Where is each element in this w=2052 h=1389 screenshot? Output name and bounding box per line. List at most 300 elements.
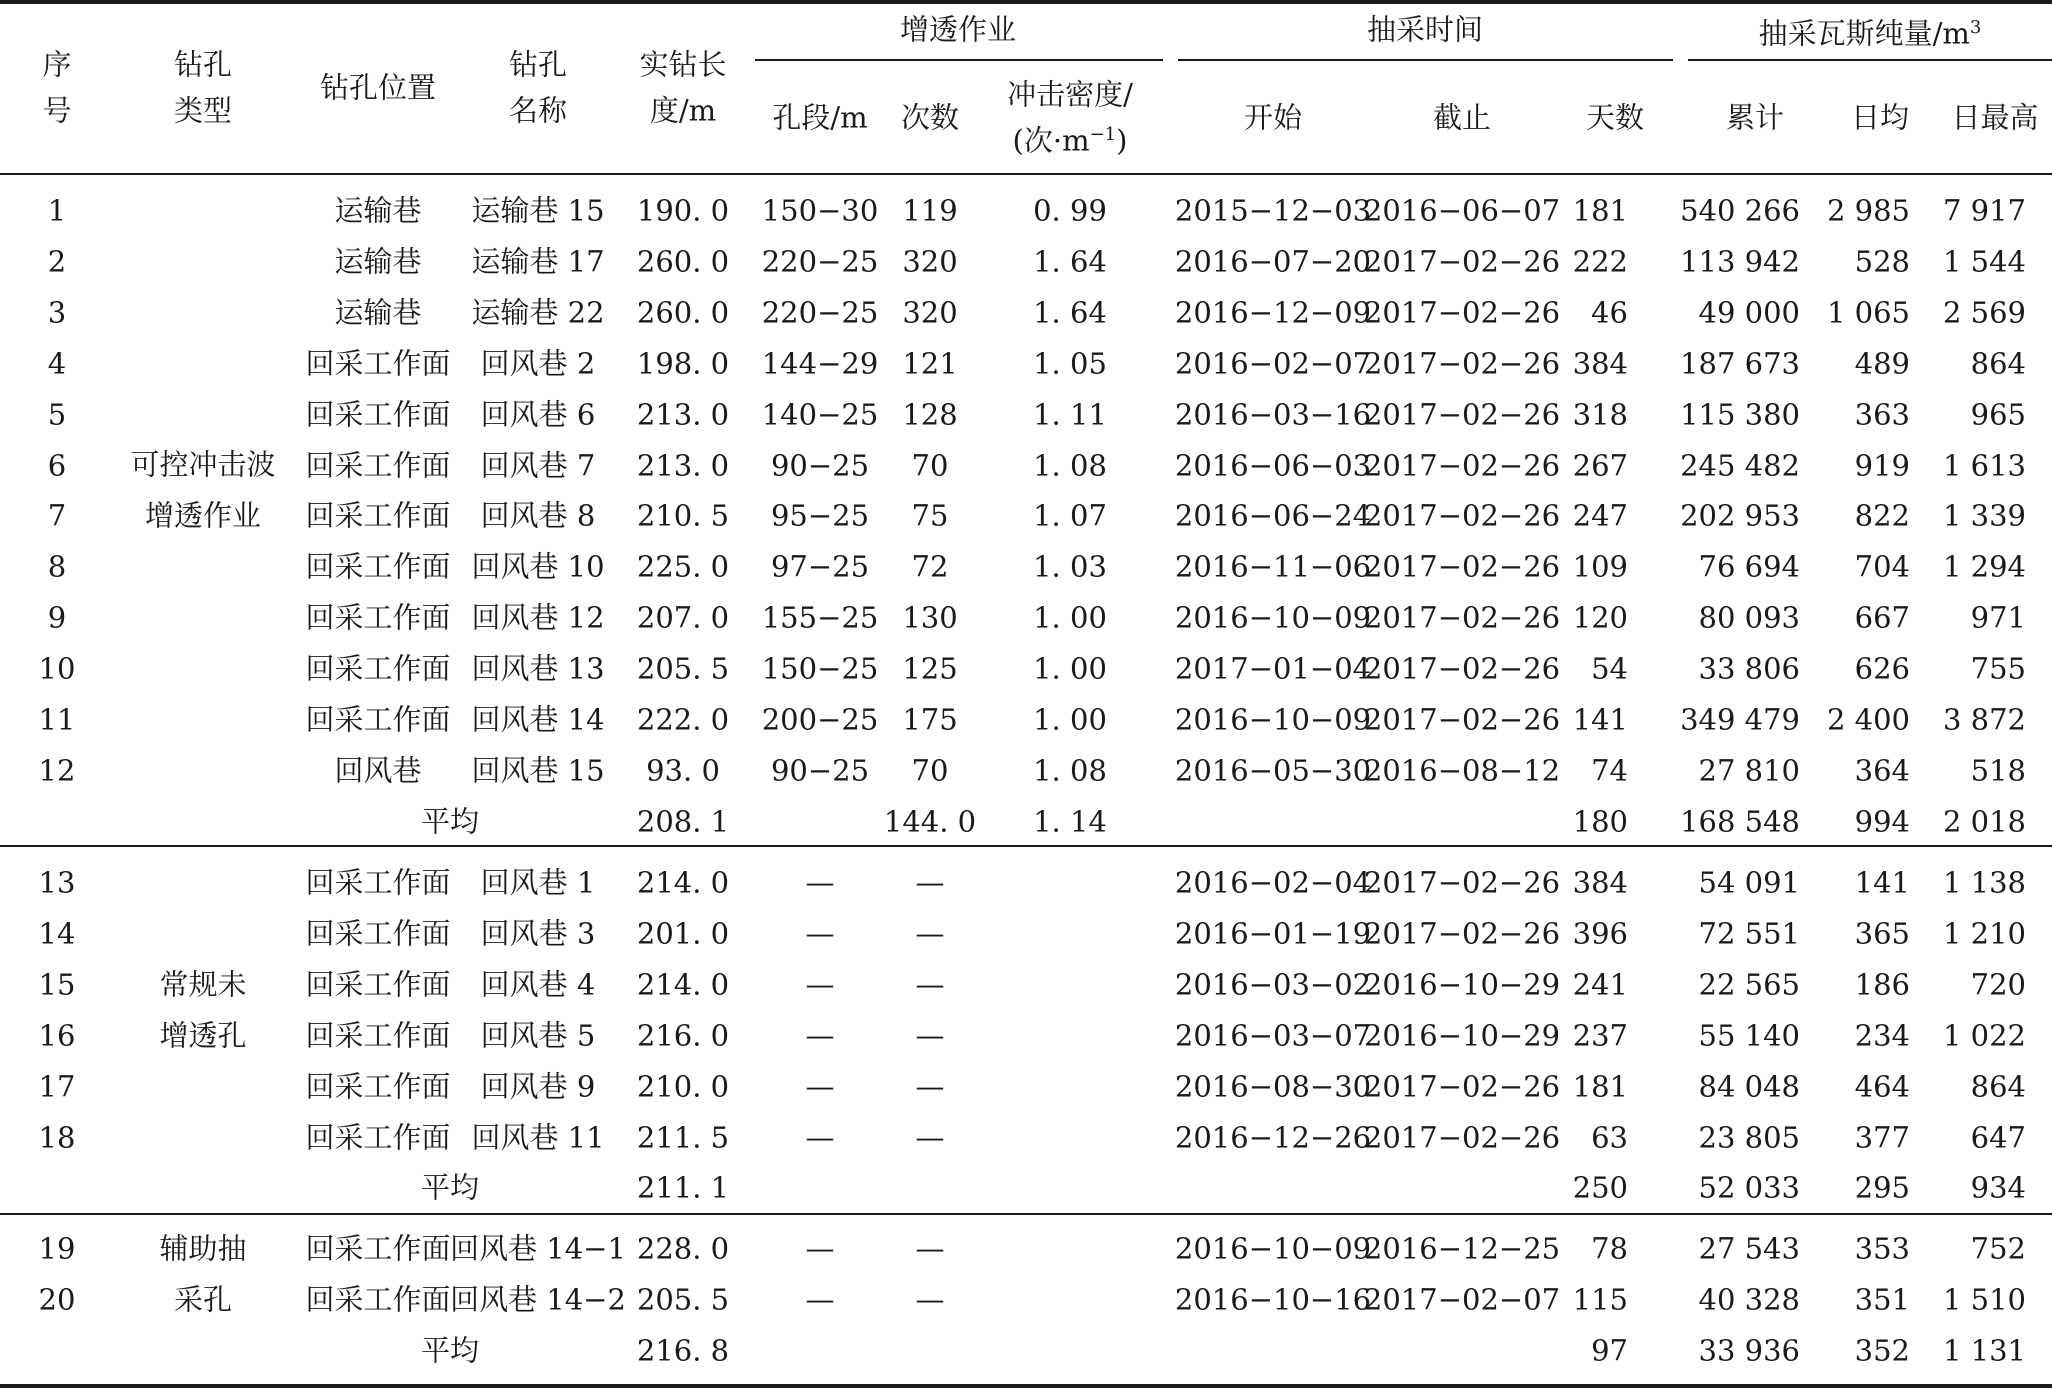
cell-end: 2017−02−26 <box>1363 865 1561 900</box>
cell-length: 214. 0 <box>636 865 730 900</box>
cell-total: 54 091 <box>1698 865 1800 900</box>
cell-density: 1. 08 <box>1033 753 1107 788</box>
row-seq: 20 <box>38 1282 76 1317</box>
cell-daily-max: 1 510 <box>1942 1282 2026 1317</box>
group1-bottom-rule <box>0 845 2052 847</box>
row-seq: 14 <box>38 916 76 951</box>
header-seq-line1: 序 <box>42 47 72 82</box>
cell-density: 1. 03 <box>1033 549 1107 584</box>
cell-total: 540 266 <box>1680 193 1800 228</box>
cell-segment: — <box>805 865 835 900</box>
row-seq: 19 <box>38 1231 76 1266</box>
cell-total: 245 482 <box>1680 448 1800 482</box>
group-type-label: 可控冲击波 <box>130 447 276 482</box>
cell-count: — <box>915 865 945 900</box>
header-length-line1: 实钻长 <box>639 47 727 82</box>
cell-start: 2016−03−02 <box>1174 967 1372 1002</box>
cell-density: 1. 07 <box>1033 498 1107 533</box>
cell-daily-avg: 234 <box>1854 1018 1910 1053</box>
avg-total: 168 548 <box>1680 804 1800 839</box>
cell-position: 回采工作面 <box>305 1231 451 1266</box>
cell-days: 115 <box>1572 1282 1628 1317</box>
cell-start: 2016−10−09 <box>1174 600 1372 635</box>
cell-days: 384 <box>1572 865 1628 900</box>
header-daily-max: 日最高 <box>1951 100 2039 135</box>
cell-days: 46 <box>1591 295 1628 330</box>
cell-daily-avg: 141 <box>1854 865 1910 900</box>
cell-start: 2017−01−04 <box>1174 651 1372 686</box>
cell-days: 74 <box>1591 753 1628 788</box>
cell-end: 2017−02−26 <box>1363 397 1561 432</box>
cell-count: — <box>915 1120 945 1154</box>
cell-total: 27 543 <box>1698 1231 1800 1266</box>
avg-daily-avg: 295 <box>1854 1170 1910 1205</box>
avg-length: 208. 1 <box>636 804 730 839</box>
cell-total: 55 140 <box>1698 1018 1800 1053</box>
cell-count: 119 <box>902 193 958 228</box>
header-seq <box>42 42 71 135</box>
row-seq: 8 <box>47 549 67 584</box>
cell-count: 70 <box>911 753 949 788</box>
cell-end: 2016−12−25 <box>1363 1231 1561 1266</box>
cell-density: 0. 99 <box>1033 193 1107 228</box>
cell-length: 211. 5 <box>636 1120 730 1154</box>
cell-daily-max: 2 569 <box>1942 295 2026 330</box>
cell-start: 2016−02−04 <box>1174 865 1372 900</box>
cell-daily-avg: 351 <box>1854 1282 1910 1317</box>
avg-daily-max: 1 131 <box>1942 1333 2026 1368</box>
header-name-line2: 名称 <box>508 94 568 128</box>
cell-segment: 220−25 <box>761 295 879 330</box>
row-seq: 12 <box>38 753 76 788</box>
header-density <box>1007 72 1133 165</box>
cell-name: 回风巷 13 <box>471 651 605 686</box>
row-seq: 5 <box>47 397 67 432</box>
group-type-label: 增透孔 <box>159 1018 247 1053</box>
cell-start: 2016−05−30 <box>1174 753 1372 788</box>
row-seq: 1 <box>47 193 67 228</box>
avg-length: 216. 8 <box>636 1333 730 1368</box>
row-seq: 18 <box>38 1120 76 1154</box>
cell-days: 241 <box>1572 967 1628 1002</box>
row-seq: 4 <box>47 346 67 381</box>
cell-daily-max: 864 <box>1970 1069 2026 1104</box>
cell-length: 222. 0 <box>636 702 730 737</box>
cell-days: 384 <box>1572 346 1628 381</box>
header-gas-sup: 3 <box>1969 16 1982 38</box>
row-seq: 15 <box>38 967 76 1002</box>
cell-total: 33 806 <box>1698 651 1800 686</box>
cell-length: 216. 0 <box>636 1018 730 1053</box>
cell-length: 210. 0 <box>636 1069 730 1104</box>
cell-name: 回风巷 5 <box>480 1018 596 1053</box>
cell-position: 运输巷 <box>334 244 422 279</box>
cell-length: 260. 0 <box>636 295 730 330</box>
cell-position: 回采工作面 <box>305 397 451 432</box>
cell-end: 2017−02−26 <box>1363 916 1561 951</box>
cell-start: 2016−10−09 <box>1174 702 1372 737</box>
cell-density: 1. 11 <box>1033 397 1107 432</box>
cell-segment: — <box>805 916 835 951</box>
avg-label: 平均 <box>420 1333 480 1368</box>
cell-end: 2017−02−26 <box>1363 346 1561 381</box>
header-type <box>174 42 232 135</box>
cell-name: 回风巷 11 <box>471 1120 605 1154</box>
cell-total: 49 000 <box>1698 295 1800 330</box>
cell-daily-avg: 365 <box>1854 916 1910 951</box>
cell-start: 2016−10−16 <box>1174 1282 1372 1317</box>
cell-total: 80 093 <box>1698 600 1800 635</box>
cell-segment: 220−25 <box>761 244 879 279</box>
row-seq: 9 <box>47 600 67 635</box>
cell-segment: — <box>805 1231 835 1266</box>
header-time-group: 抽采时间 <box>1366 12 1484 47</box>
cell-start: 2016−03−16 <box>1174 397 1372 432</box>
cell-daily-max: 965 <box>1970 397 2026 432</box>
cell-daily-avg: 528 <box>1854 244 1910 279</box>
cell-segment: 155−25 <box>761 600 879 635</box>
cell-position: 回采工作面 <box>305 549 451 584</box>
cell-count: 320 <box>902 244 958 279</box>
cell-segment: 95−25 <box>770 498 870 533</box>
header-density-close: ) <box>1116 124 1128 158</box>
cell-count: 75 <box>911 498 949 533</box>
cell-count: — <box>915 1069 945 1104</box>
cell-days: 247 <box>1572 498 1628 533</box>
cell-daily-max: 647 <box>1970 1120 2026 1154</box>
header-density-unit: (次·m <box>1012 124 1090 158</box>
cell-length: 210. 5 <box>636 498 730 533</box>
cell-start: 2016−03−07 <box>1174 1018 1372 1053</box>
group2-bottom-rule <box>0 1213 2052 1215</box>
cell-total: 40 328 <box>1698 1282 1800 1317</box>
cell-name: 回风巷 3 <box>480 916 596 951</box>
cell-daily-max: 518 <box>1970 753 2026 788</box>
cell-segment: 97−25 <box>770 549 870 584</box>
cell-length: 228. 0 <box>636 1231 730 1266</box>
cell-position: 运输巷 <box>334 295 422 330</box>
header-permeability-group: 增透作业 <box>899 12 1017 47</box>
row-seq: 6 <box>47 448 67 482</box>
header-density-sup: −1 <box>1089 124 1117 146</box>
avg-daily-avg: 994 <box>1854 804 1910 839</box>
cell-count: — <box>915 1231 945 1266</box>
cell-count: 121 <box>902 346 958 381</box>
cell-end: 2017−02−26 <box>1363 651 1561 686</box>
cell-count: 72 <box>911 549 949 584</box>
cell-segment: — <box>805 967 835 1002</box>
avg-length: 211. 1 <box>636 1170 730 1205</box>
cell-days: 120 <box>1572 600 1628 635</box>
cell-name: 回风巷 10 <box>471 549 605 584</box>
avg-days: 97 <box>1591 1333 1628 1368</box>
row-seq: 17 <box>38 1069 76 1104</box>
cell-density: 1. 64 <box>1033 295 1107 330</box>
avg-count: 144. 0 <box>883 804 977 839</box>
cell-end: 2017−02−26 <box>1363 1069 1561 1104</box>
cell-name: 运输巷 15 <box>471 193 605 228</box>
cell-total: 187 673 <box>1680 346 1800 381</box>
cell-total: 76 694 <box>1698 549 1800 584</box>
cell-daily-avg: 186 <box>1854 967 1910 1002</box>
cell-start: 2016−02−07 <box>1174 346 1372 381</box>
header-name <box>509 42 567 135</box>
cell-density: 1. 00 <box>1033 702 1107 737</box>
cell-segment: — <box>805 1069 835 1104</box>
cell-name: 回风巷 14 <box>471 702 605 737</box>
cell-daily-avg: 464 <box>1854 1069 1910 1104</box>
cell-total: 23 805 <box>1698 1120 1800 1154</box>
row-seq: 2 <box>47 244 67 279</box>
header-gas-group <box>1758 16 1982 51</box>
cell-total: 113 942 <box>1680 244 1800 279</box>
cell-end: 2017−02−26 <box>1363 600 1561 635</box>
avg-daily-max: 2 018 <box>1942 804 2026 839</box>
cell-daily-avg: 1 065 <box>1826 295 1910 330</box>
header-daily-avg: 日均 <box>1850 100 1910 135</box>
header-days: 天数 <box>1585 100 1645 135</box>
header-seq-line2: 号 <box>42 94 72 128</box>
cell-segment: 140−25 <box>761 397 879 432</box>
cell-name: 回风巷 4 <box>480 967 596 1002</box>
cell-position: 回采工作面 <box>305 967 451 1002</box>
cell-position: 回采工作面 <box>305 498 451 533</box>
cell-start: 2016−11−06 <box>1174 549 1372 584</box>
group-type-label: 常规未 <box>159 967 247 1002</box>
cell-count: 70 <box>911 448 949 482</box>
cell-count: — <box>915 916 945 951</box>
cell-segment: — <box>805 1018 835 1053</box>
cell-segment: — <box>805 1282 835 1317</box>
cell-position: 回采工作面 <box>305 600 451 635</box>
cell-name: 运输巷 22 <box>471 295 605 330</box>
cell-segment: 150−25 <box>761 651 879 686</box>
cell-count: — <box>915 1018 945 1053</box>
cell-length: 198. 0 <box>636 346 730 381</box>
cell-total: 349 479 <box>1680 702 1800 737</box>
header-start: 开始 <box>1243 100 1303 135</box>
header-total: 累计 <box>1725 100 1785 135</box>
cell-days: 237 <box>1572 1018 1628 1053</box>
cell-days: 396 <box>1572 916 1628 951</box>
cell-segment: 144−29 <box>761 346 879 381</box>
cell-total: 27 810 <box>1698 753 1800 788</box>
cell-total: 115 380 <box>1680 397 1800 432</box>
cell-density: 1. 05 <box>1033 346 1107 381</box>
cell-segment: 150−30 <box>761 193 879 228</box>
header-name-line1: 钻孔 <box>508 47 568 82</box>
cell-daily-max: 1 339 <box>1942 498 2026 533</box>
cell-name: 回风巷 6 <box>480 397 596 432</box>
cell-density: 1. 64 <box>1033 244 1107 279</box>
cell-name: 回风巷 8 <box>480 498 596 533</box>
cell-length: 214. 0 <box>636 967 730 1002</box>
cell-position: 回采工作面 <box>305 1120 451 1154</box>
header-count: 次数 <box>900 100 960 135</box>
cell-length: 205. 5 <box>636 1282 730 1317</box>
cell-daily-max: 1 544 <box>1942 244 2026 279</box>
cell-count: 125 <box>902 651 958 686</box>
cell-length: 190. 0 <box>636 193 730 228</box>
cell-daily-avg: 667 <box>1854 600 1910 635</box>
cell-name: 回风巷 14−2 <box>450 1282 626 1317</box>
cell-segment: 200−25 <box>761 702 879 737</box>
group-type-label: 采孔 <box>173 1282 233 1317</box>
cell-end: 2016−06−07 <box>1363 193 1561 228</box>
cell-end: 2017−02−26 <box>1363 448 1561 482</box>
cell-total: 84 048 <box>1698 1069 1800 1104</box>
cell-days: 181 <box>1572 193 1628 228</box>
cell-name: 回风巷 1 <box>480 865 596 900</box>
cell-position: 回采工作面 <box>305 702 451 737</box>
cell-daily-avg: 364 <box>1854 753 1910 788</box>
cell-daily-max: 864 <box>1970 346 2026 381</box>
cell-segment: 90−25 <box>770 448 870 482</box>
cell-days: 267 <box>1572 448 1628 482</box>
cell-name: 回风巷 12 <box>471 600 605 635</box>
cell-end: 2016−08−12 <box>1363 753 1561 788</box>
row-seq: 7 <box>47 498 67 533</box>
header-bottom-rule <box>0 173 2052 175</box>
cell-end: 2017−02−26 <box>1363 498 1561 533</box>
cell-length: 213. 0 <box>636 397 730 432</box>
header-density-line1: 冲击密度/ <box>1007 77 1133 112</box>
cell-position: 回采工作面 <box>305 346 451 381</box>
cell-position: 运输巷 <box>334 193 422 228</box>
permeability-group-rule <box>755 59 1163 61</box>
cell-position: 回采工作面 <box>305 1069 451 1104</box>
cell-daily-avg: 822 <box>1854 498 1910 533</box>
cell-daily-avg: 353 <box>1854 1231 1910 1266</box>
cell-position: 回采工作面 <box>305 916 451 951</box>
cell-daily-max: 3 872 <box>1942 702 2026 737</box>
cell-count: 128 <box>902 397 958 432</box>
avg-label: 平均 <box>420 804 480 839</box>
group-type-label: 辅助抽 <box>159 1231 247 1266</box>
cell-end: 2017−02−26 <box>1363 295 1561 330</box>
cell-end: 2016−10−29 <box>1363 967 1561 1002</box>
cell-count: 175 <box>902 702 958 737</box>
cell-daily-max: 1 613 <box>1942 448 2026 482</box>
cell-position: 回采工作面 <box>305 448 451 482</box>
avg-label: 平均 <box>420 1170 480 1205</box>
cell-length: 93. 0 <box>646 753 720 788</box>
cell-daily-max: 1 138 <box>1942 865 2026 900</box>
row-seq: 11 <box>38 702 76 737</box>
gas-group-rule <box>1688 59 2052 61</box>
header-position: 钻孔位置 <box>319 70 437 105</box>
cell-start: 2016−01−19 <box>1174 916 1372 951</box>
cell-position: 回采工作面 <box>305 1018 451 1053</box>
top-rule <box>0 0 2052 4</box>
cell-total: 22 565 <box>1698 967 1800 1002</box>
cell-name: 运输巷 17 <box>471 244 605 279</box>
row-seq: 13 <box>38 865 76 900</box>
cell-name: 回风巷 14−1 <box>450 1231 626 1266</box>
header-length <box>639 42 726 135</box>
header-gas-label: 抽采瓦斯纯量/m <box>1758 16 1970 51</box>
cell-end: 2017−02−26 <box>1363 244 1561 279</box>
cell-daily-max: 971 <box>1970 600 2026 635</box>
avg-density: 1. 14 <box>1033 804 1107 839</box>
cell-end: 2017−02−26 <box>1363 1120 1561 1154</box>
cell-days: 222 <box>1572 244 1628 279</box>
cell-name: 回风巷 2 <box>480 346 596 381</box>
cell-end: 2017−02−26 <box>1363 702 1561 737</box>
cell-start: 2016−10−09 <box>1174 1231 1372 1266</box>
avg-total: 33 936 <box>1698 1333 1800 1368</box>
cell-end: 2017−02−26 <box>1363 549 1561 584</box>
cell-start: 2016−06−03 <box>1174 448 1372 482</box>
cell-density: 1. 00 <box>1033 651 1107 686</box>
avg-total: 52 033 <box>1698 1170 1800 1205</box>
header-type-line2: 类型 <box>173 94 233 128</box>
cell-days: 109 <box>1572 549 1628 584</box>
cell-daily-avg: 704 <box>1854 549 1910 584</box>
group-type-label: 增透作业 <box>144 498 262 533</box>
cell-days: 318 <box>1572 397 1628 432</box>
cell-segment: — <box>805 1120 835 1154</box>
cell-daily-max: 1 210 <box>1942 916 2026 951</box>
cell-name: 回风巷 9 <box>480 1069 596 1104</box>
cell-position: 回采工作面 <box>305 1282 451 1317</box>
avg-days: 250 <box>1572 1170 1628 1205</box>
row-seq: 16 <box>38 1018 76 1053</box>
cell-density: 1. 08 <box>1033 448 1107 482</box>
cell-length: 225. 0 <box>636 549 730 584</box>
cell-daily-avg: 363 <box>1854 397 1910 432</box>
cell-days: 181 <box>1572 1069 1628 1104</box>
cell-total: 72 551 <box>1698 916 1800 951</box>
cell-start: 2016−12−26 <box>1174 1120 1372 1154</box>
cell-daily-avg: 2 985 <box>1826 193 1910 228</box>
cell-count: — <box>915 1282 945 1317</box>
header-length-line2: 度/m <box>649 94 717 128</box>
header-segment: 孔段/m <box>772 100 868 135</box>
cell-daily-avg: 626 <box>1854 651 1910 686</box>
cell-count: 130 <box>902 600 958 635</box>
cell-name: 回风巷 15 <box>471 753 605 788</box>
cell-start: 2016−08−30 <box>1174 1069 1372 1104</box>
avg-daily-avg: 352 <box>1854 1333 1910 1368</box>
cell-days: 141 <box>1572 702 1628 737</box>
cell-length: 260. 0 <box>636 244 730 279</box>
row-seq: 3 <box>47 295 67 330</box>
cell-position: 回风巷 <box>334 753 422 788</box>
cell-daily-max: 752 <box>1970 1231 2026 1266</box>
cell-count: 320 <box>902 295 958 330</box>
row-seq: 10 <box>38 651 76 686</box>
cell-position: 回采工作面 <box>305 865 451 900</box>
cell-length: 207. 0 <box>636 600 730 635</box>
cell-daily-avg: 377 <box>1854 1120 1910 1154</box>
cell-density: 1. 00 <box>1033 600 1107 635</box>
cell-daily-max: 1 022 <box>1942 1018 2026 1053</box>
cell-count: — <box>915 967 945 1002</box>
cell-start: 2015−12−03 <box>1174 193 1372 228</box>
cell-end: 2016−10−29 <box>1363 1018 1561 1053</box>
cell-daily-max: 720 <box>1970 967 2026 1002</box>
cell-length: 205. 5 <box>636 651 730 686</box>
cell-start: 2016−12−09 <box>1174 295 1372 330</box>
cell-daily-avg: 2 400 <box>1826 702 1910 737</box>
time-group-rule <box>1178 59 1673 61</box>
cell-daily-avg: 489 <box>1854 346 1910 381</box>
cell-daily-avg: 919 <box>1854 448 1910 482</box>
cell-daily-max: 1 294 <box>1942 549 2026 584</box>
cell-start: 2016−06−24 <box>1174 498 1372 533</box>
cell-position: 回采工作面 <box>305 651 451 686</box>
